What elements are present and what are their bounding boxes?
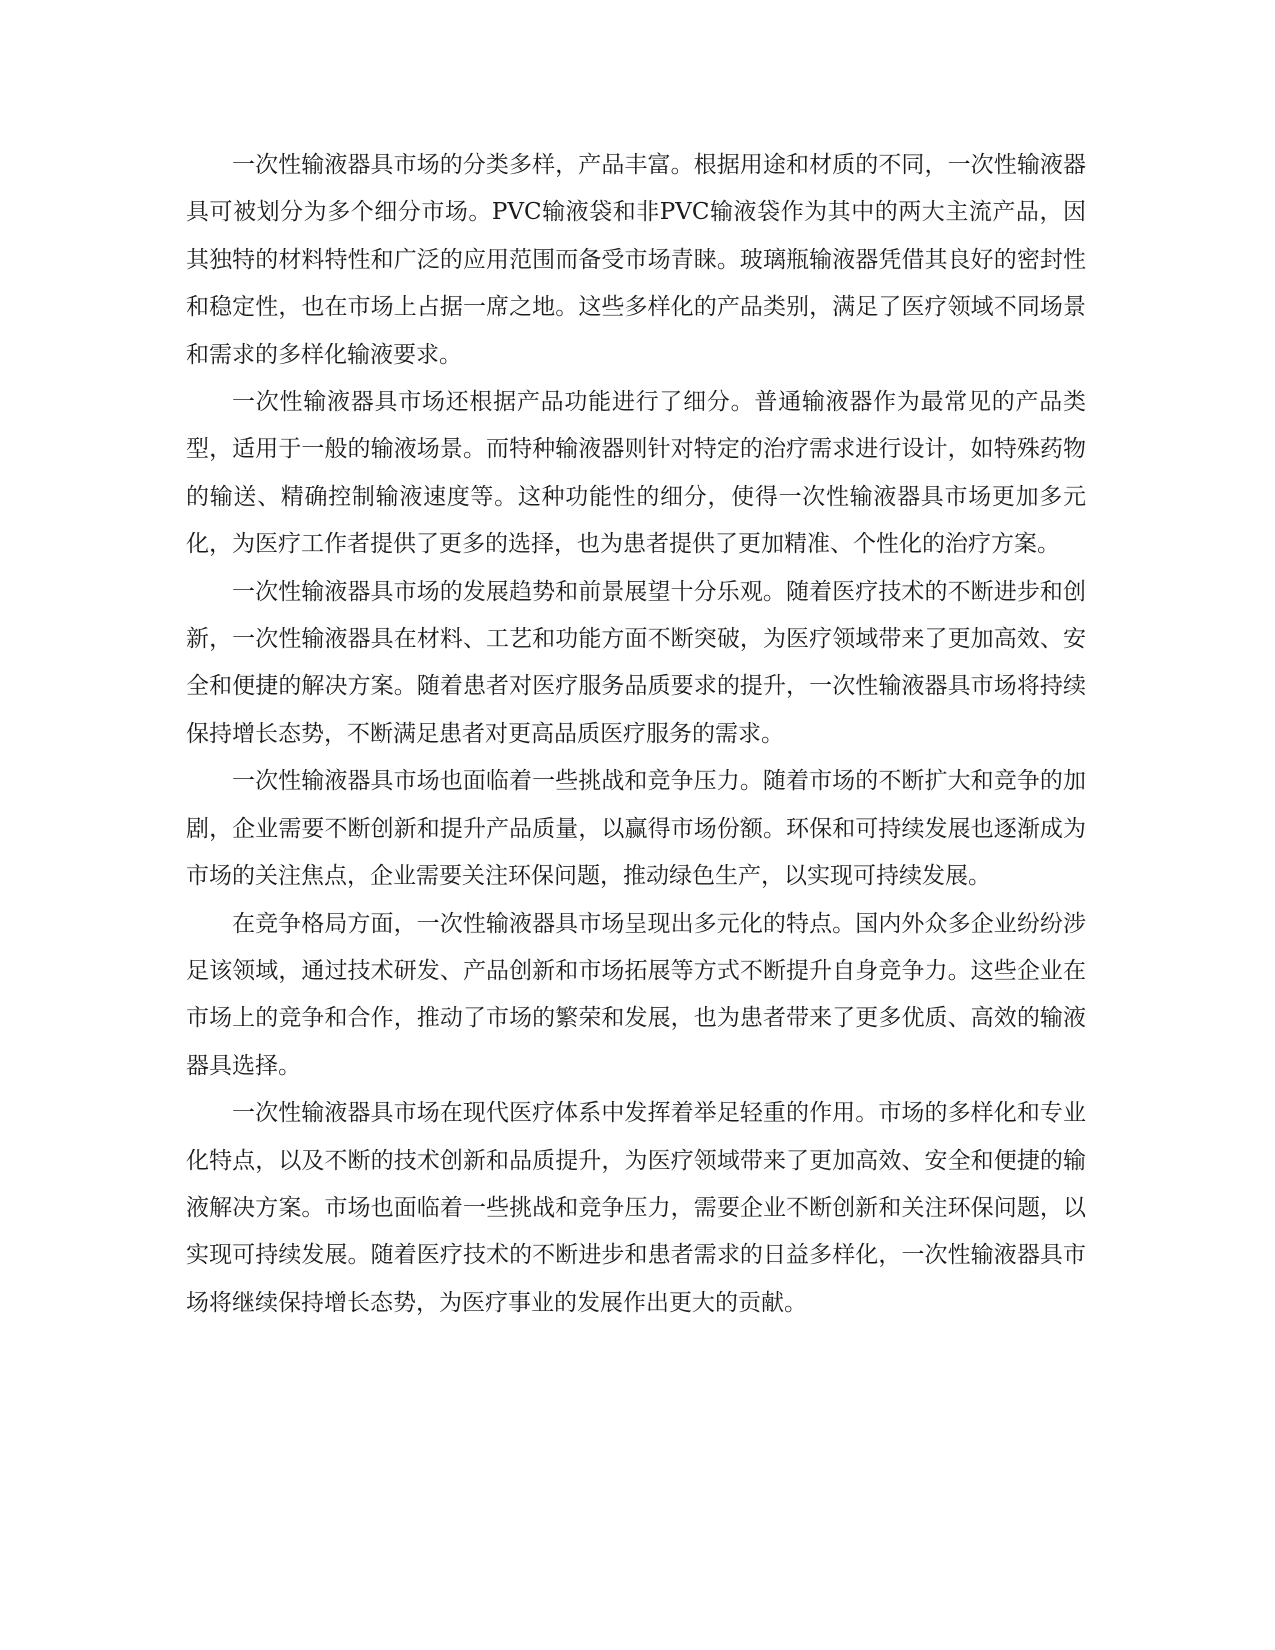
paragraph-4: 一次性输液器具市场也面临着一些挑战和竞争压力。随着市场的不断扩大和竞争的加剧，企业需要不断创新和提升产品质量，以赢得市场份额。环保和可持续发展也逐渐成为市场的关注焦点，企业需要关注环保问题，推动绿色生产，以实现可持续发展。: [186, 768, 1086, 890]
paragraph-6: 一次性输液器具市场在现代医疗体系中发挥着举足轻重的作用。市场的多样化和专业化特点，以及不断的技术创新和品质提升，为医疗领域带来了更加高效、安全和便捷的输液解决方案。市场也面临着一些挑战和竞争压力，需要企业不断创新和关注环保问题，以实现可持续发展。随着医疗技术的不断进步和患者需求的日益多样化，一次性输液器具市场将继续保持增长态势，为医疗事业的发展作出更大的贡献。: [186, 1100, 1086, 1316]
paragraph-2: 一次性输液器具市场还根据产品功能进行了细分。普通输液器作为最常见的产品类型，适用于一般的输液场景。而特种输液器则针对特定的治疗需求进行设计，如特殊药物的输送、精确控制输液速度等。这种功能性的细分，使得一次性输液器具市场更加多元化，为医疗工作者提供了更多的选择，也为患者提供了更加精准、个性化的治疗方案。: [186, 389, 1086, 558]
paragraph-5: 在竞争格局方面，一次性输液器具市场呈现出多元化的特点。国内外众多企业纷纷涉足该领域，通过技术研发、产品创新和市场拓展等方式不断提升自身竞争力。这些企业在市场上的竞争和合作，推动了市场的繁荣和发展，也为患者带来了更多优质、高效的输液器具选择。: [186, 910, 1086, 1079]
paragraph-3: 一次性输液器具市场的发展趋势和前景展望十分乐观。随着医疗技术的不断进步和创新，一次性输液器具在材料、工艺和功能方面不断突破，为医疗领域带来了更加高效、安全和便捷的解决方案。随着患者对医疗服务品质要求的提升，一次性输液器具市场将持续保持增长态势，不断满足患者对更高品质医疗服务的需求。: [186, 578, 1086, 747]
document-body: [186, 142, 1086, 1327]
paragraph-1: 一次性输液器具市场的分类多样，产品丰富。根据用途和材质的不同，一次性输液器具可被划分为多个细分市场。PVC输液袋和非PVC输液袋作为其中的两大主流产品，因其独特的材料特性和广泛的应用范围而备受市场青睐。玻璃瓶输液器凭借其良好的密封性和稳定性，也在市场上占据一席之地。这些多样化的产品类别，满足了医疗领域不同场景和需求的多样化输液要求。: [186, 152, 1086, 368]
